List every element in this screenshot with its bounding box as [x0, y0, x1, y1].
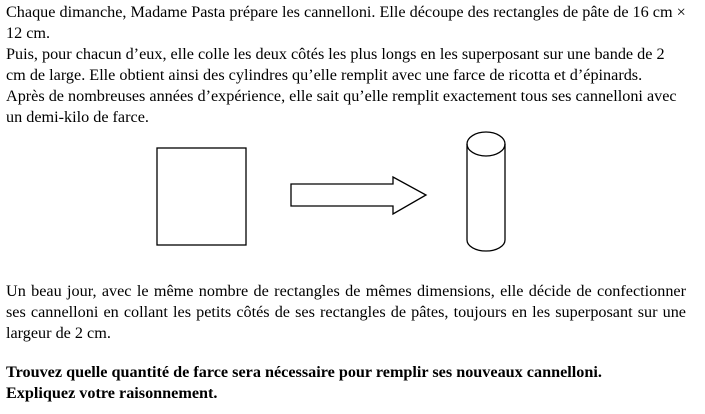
paragraph-new-method: Un beau jour, avec le même nombre de rectangles de mêmes dimensions, elle décide de confectionner ses cannelloni en collant les petits côtés de ses rectangles de pâtes, toujours en les superposant sur une largeur de 2 cm. — [6, 282, 686, 342]
intro-text — [6, 2, 686, 128]
figure-illustration — [0, 128, 705, 258]
question-block — [6, 362, 686, 404]
pasta-rectangle — [157, 148, 246, 245]
question-line-2: Expliquez votre raisonnement. — [6, 384, 218, 402]
cylinder-shape — [467, 132, 505, 251]
arrow-icon — [291, 177, 426, 214]
figure-svg — [0, 128, 705, 258]
question-line-1: Trouvez quelle quantité de farce sera nécessaire pour remplir ses nouveaux cannelloni. — [6, 363, 602, 381]
intro-paragraph-2: Puis, pour chacun d’eux, elle colle les deux côtés les plus longs en les superposant sur une bande de 2 cm de large. Elle obtient ainsi des cylindres qu’elle remplit avec une farce de ricotta et d’épinards. — [6, 45, 665, 84]
intro-paragraph-1: Chaque dimanche, Madame Pasta prépare les cannelloni. Elle découpe des rectangles de pâte de 16 cm × 12 cm. — [6, 3, 686, 42]
intro-paragraph-3: Après de nombreuses années d’expérience, elle sait qu’elle remplit exactement tous ses cannelloni avec un demi-kilo de farce. — [6, 87, 677, 126]
